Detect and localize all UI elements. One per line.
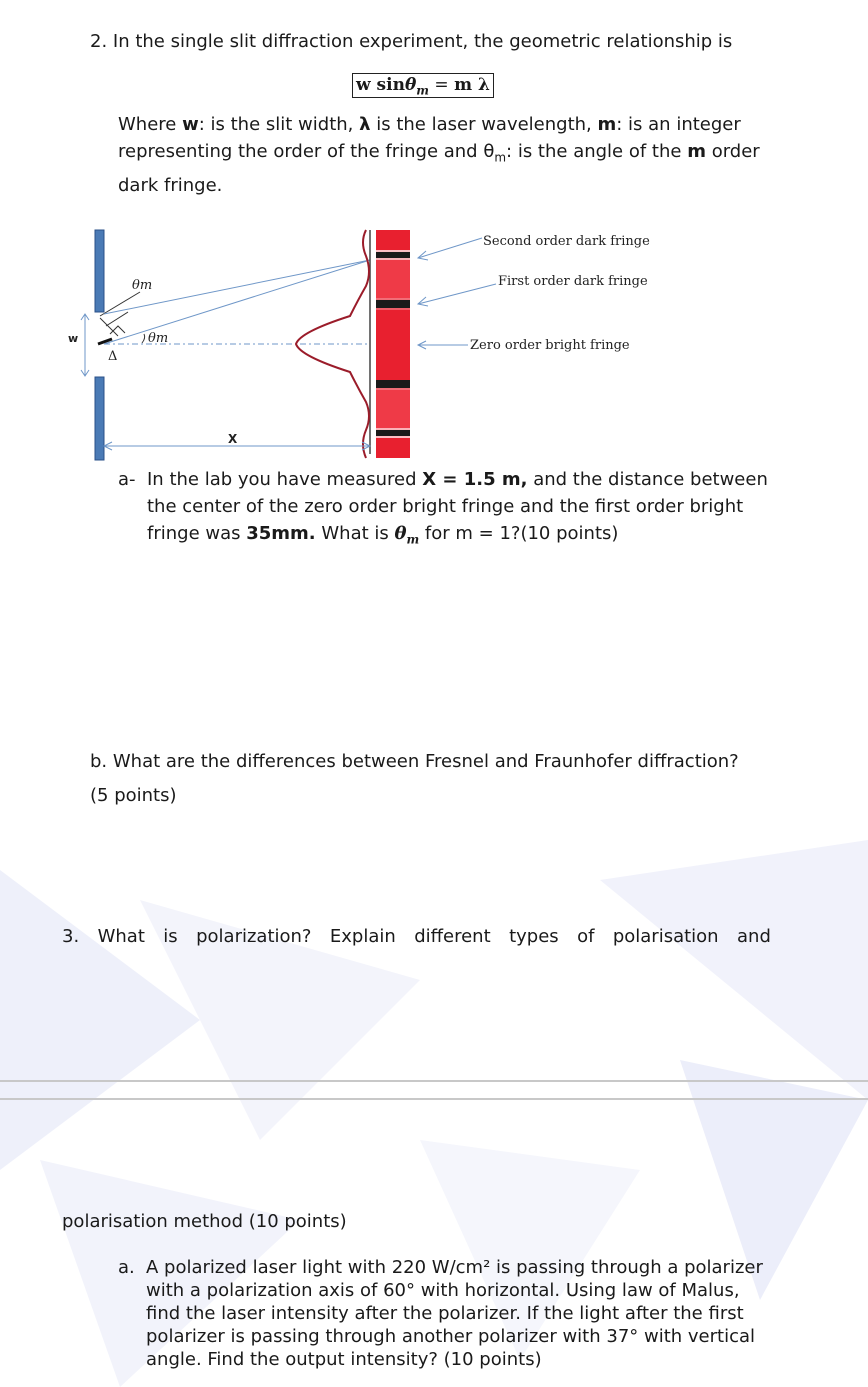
equation-sub-m: m (416, 83, 429, 98)
equation-m-lambda: m λ (454, 75, 490, 95)
q3-word: and (737, 926, 771, 947)
question-2a-x-value: X = 1.5 m, (422, 469, 528, 490)
question-3-continuation: polarisation method (10 points) (62, 1211, 347, 1232)
diffraction-equation (352, 73, 494, 98)
q3-word: is (163, 926, 178, 947)
question-2a (118, 466, 788, 554)
question-2a-text-2: and the distance between the center of the zero order bright fringe and the first order bright fringe was (147, 469, 768, 544)
equation-theta: θ (404, 75, 417, 95)
question-2-intro: 2. In the single slit diffraction experiment, the geometric relationship is (90, 31, 733, 52)
q3-word: polarisation (612, 926, 719, 947)
label-theta-top: θm (132, 278, 153, 293)
where-text-5: : is the angle of the (506, 141, 688, 162)
question-3a (118, 1256, 778, 1371)
question-2a-theta: θ (394, 523, 407, 544)
equation-w-sin: w sin (356, 75, 405, 95)
slit-barrier-top (95, 230, 104, 312)
where-text-6: order dark fringe. (118, 141, 760, 196)
question-2b-line-1: b. What are the differences between Fresnel and Fraunhofer diffraction? (90, 751, 739, 772)
where-m: m (597, 114, 617, 135)
question-2b-line-2: (5 points) (90, 785, 177, 806)
question-2a-text-4: for m = 1?(10 points) (419, 523, 619, 544)
question-3-intro (62, 926, 771, 947)
question-2a-sub-m: m (406, 532, 420, 547)
label-x: X (228, 432, 238, 446)
equation-equals: = (429, 75, 455, 95)
question-3a-marker: a. (118, 1257, 135, 1278)
where-text-3: is the laser wavelength, (370, 114, 598, 135)
question-2a-text-3: What is (315, 523, 395, 544)
variable-definitions (118, 111, 778, 199)
question-2a-text-1: In the lab you have measured (147, 469, 423, 490)
slit-barrier-bottom (95, 377, 104, 460)
where-lambda: λ (359, 114, 371, 135)
label-delta: Δ (108, 349, 118, 364)
q3-word: 3. (62, 926, 80, 947)
q3-word: types (509, 926, 559, 947)
diffraction-diagram (60, 222, 680, 462)
where-text-2: : is the slit width, (198, 114, 360, 135)
label-zero-order-bright-fringe: Zero order bright fringe (470, 338, 630, 353)
where-text-1: Where (118, 114, 183, 135)
page-break-line-top (0, 1080, 868, 1082)
label-second-order-dark-fringe: Second order dark fringe (483, 234, 650, 249)
page-break-line-bottom (0, 1098, 868, 1100)
label-first-order-dark-fringe: First order dark fringe (498, 274, 648, 289)
question-2a-distance: 35mm. (246, 523, 316, 544)
q3-word: polarization? (196, 926, 312, 947)
where-text-4: : is an integer representing the order of the fringe and θ (118, 114, 741, 162)
question-2a-marker: a- (118, 469, 136, 490)
question-3a-text: A polarized laser light with 220 W/cm² is passing through a polarizer with a polarization axis of 60° with horizontal. Using law of Malus, find the laser intensity after the polarizer. If the light after the first polarizer is passing through another polarizer with 37° with vertical angle. Find the output intensity? (10 points) (146, 1257, 763, 1370)
where-w: w (182, 114, 199, 135)
where-sub-m: m (494, 150, 507, 165)
q3-word: Explain (329, 926, 396, 947)
label-w: w (68, 332, 79, 345)
q3-word: of (577, 926, 595, 947)
label-theta-mid: θm (148, 331, 169, 346)
question-2b (90, 745, 739, 813)
q3-word: What (97, 926, 145, 947)
q3-word: different (414, 926, 491, 947)
where-m-2: m (687, 141, 706, 162)
